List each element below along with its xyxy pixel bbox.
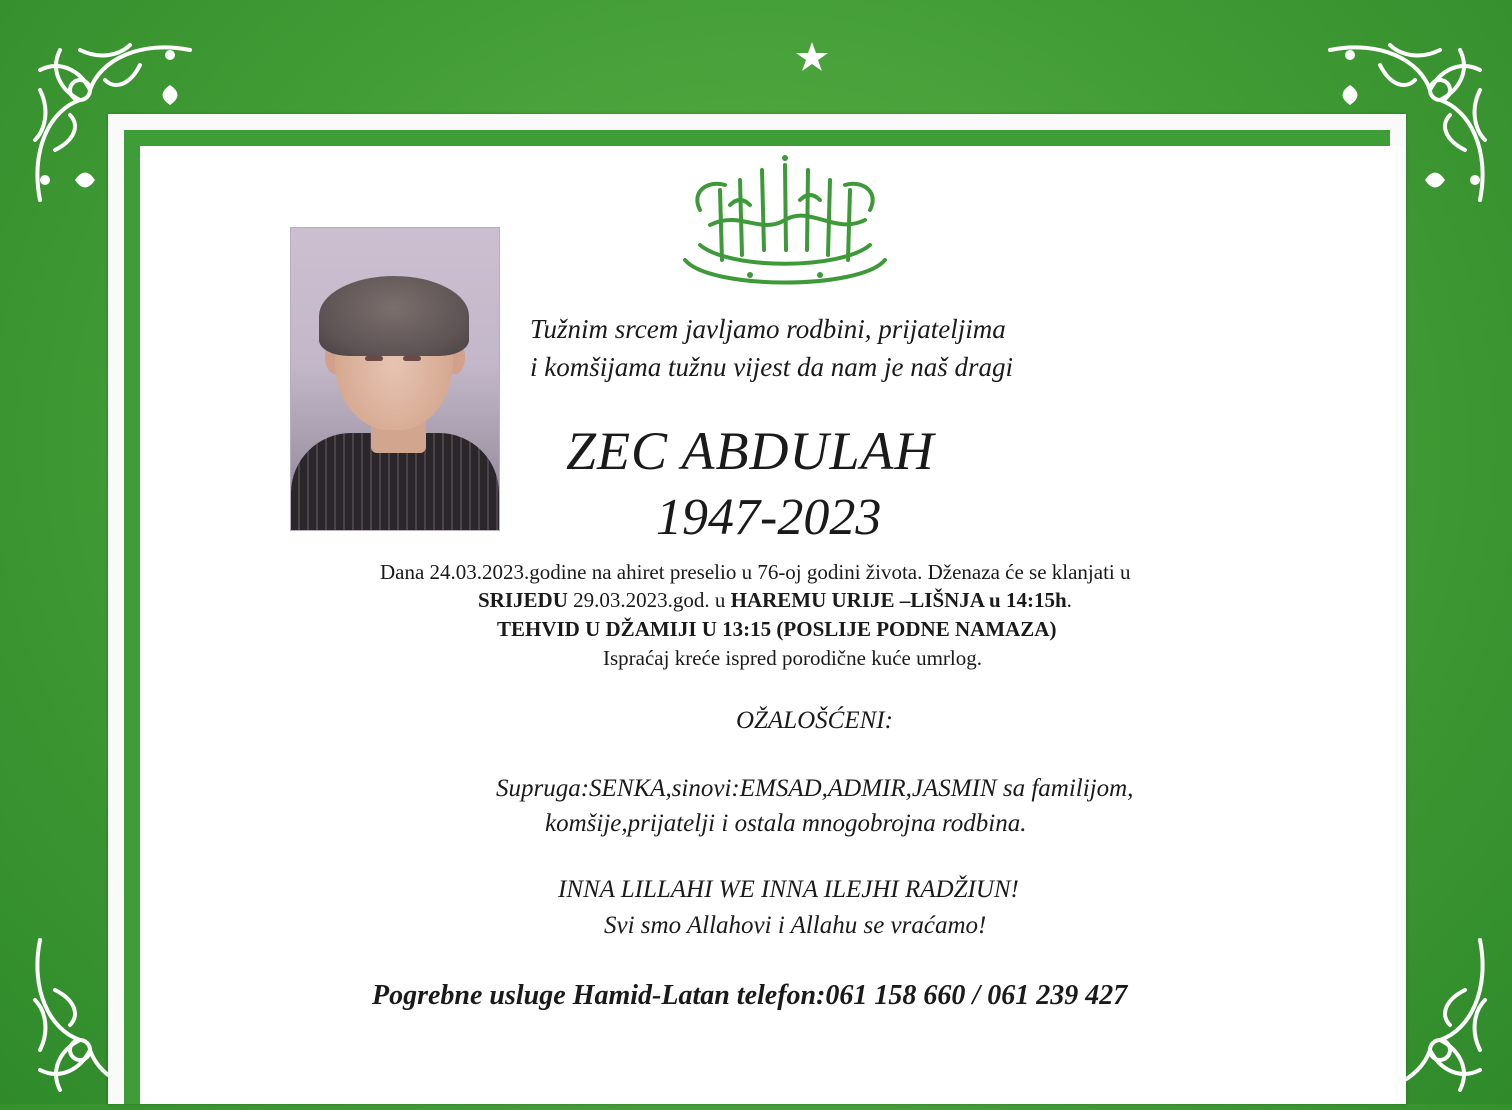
mourners-line-2: komšije,prijatelji i ostala mnogobrojna rodbina. bbox=[545, 810, 1027, 837]
calligraphy-emblem bbox=[670, 150, 900, 300]
crescent-star-icon bbox=[732, 4, 842, 94]
intro-line-1: Tužnim srcem javljamo rodbini, prijateljima bbox=[530, 314, 1006, 344]
details-line-3: TEHVID U DŽAMIJI U 13:15 (POSLIJE PODNE NAMAZA) bbox=[497, 617, 1057, 641]
details-line-2 bbox=[478, 588, 1072, 613]
prayer-line-1: INNA LILLAHI WE INNA ILEJHI RADŽIUN! bbox=[558, 876, 1019, 903]
funeral-service-footer: Pogrebne usluge Hamid-Latan telefon:061 158 660 / 061 239 427 bbox=[372, 980, 1128, 1011]
intro-line-2: i komšijama tužnu vijest da nam je naš dragi bbox=[530, 352, 1013, 382]
prayer-line-2: Svi smo Allahovi i Allahu se vraćamo! bbox=[604, 912, 987, 939]
funeral-place: HAREMU URIJE –LIŠNJA u 14:15h bbox=[730, 588, 1067, 612]
mourners-heading: OŽALOŠĆENI: bbox=[736, 707, 893, 734]
mourners-line-1: Supruga:SENKA,sinovi:EMSAD,ADMIR,JASMIN sa familijom, bbox=[496, 775, 1134, 802]
funeral-line-end: . bbox=[1066, 588, 1072, 612]
deceased-years: 1947-2023 bbox=[656, 489, 882, 546]
funeral-day: SRIJEDU bbox=[478, 588, 568, 612]
portrait-photo bbox=[290, 227, 500, 531]
details-line-1: Dana 24.03.2023.godine na ahiret preselio u 76-oj godini života. Dženaza će se klanjati u bbox=[380, 560, 1131, 584]
deceased-name: ZEC ABDULAH bbox=[566, 421, 935, 481]
funeral-date: 29.03.2023.god. u bbox=[573, 588, 726, 612]
details-line-4: Ispraćaj kreće ispred porodične kuće umrlog. bbox=[603, 646, 983, 670]
